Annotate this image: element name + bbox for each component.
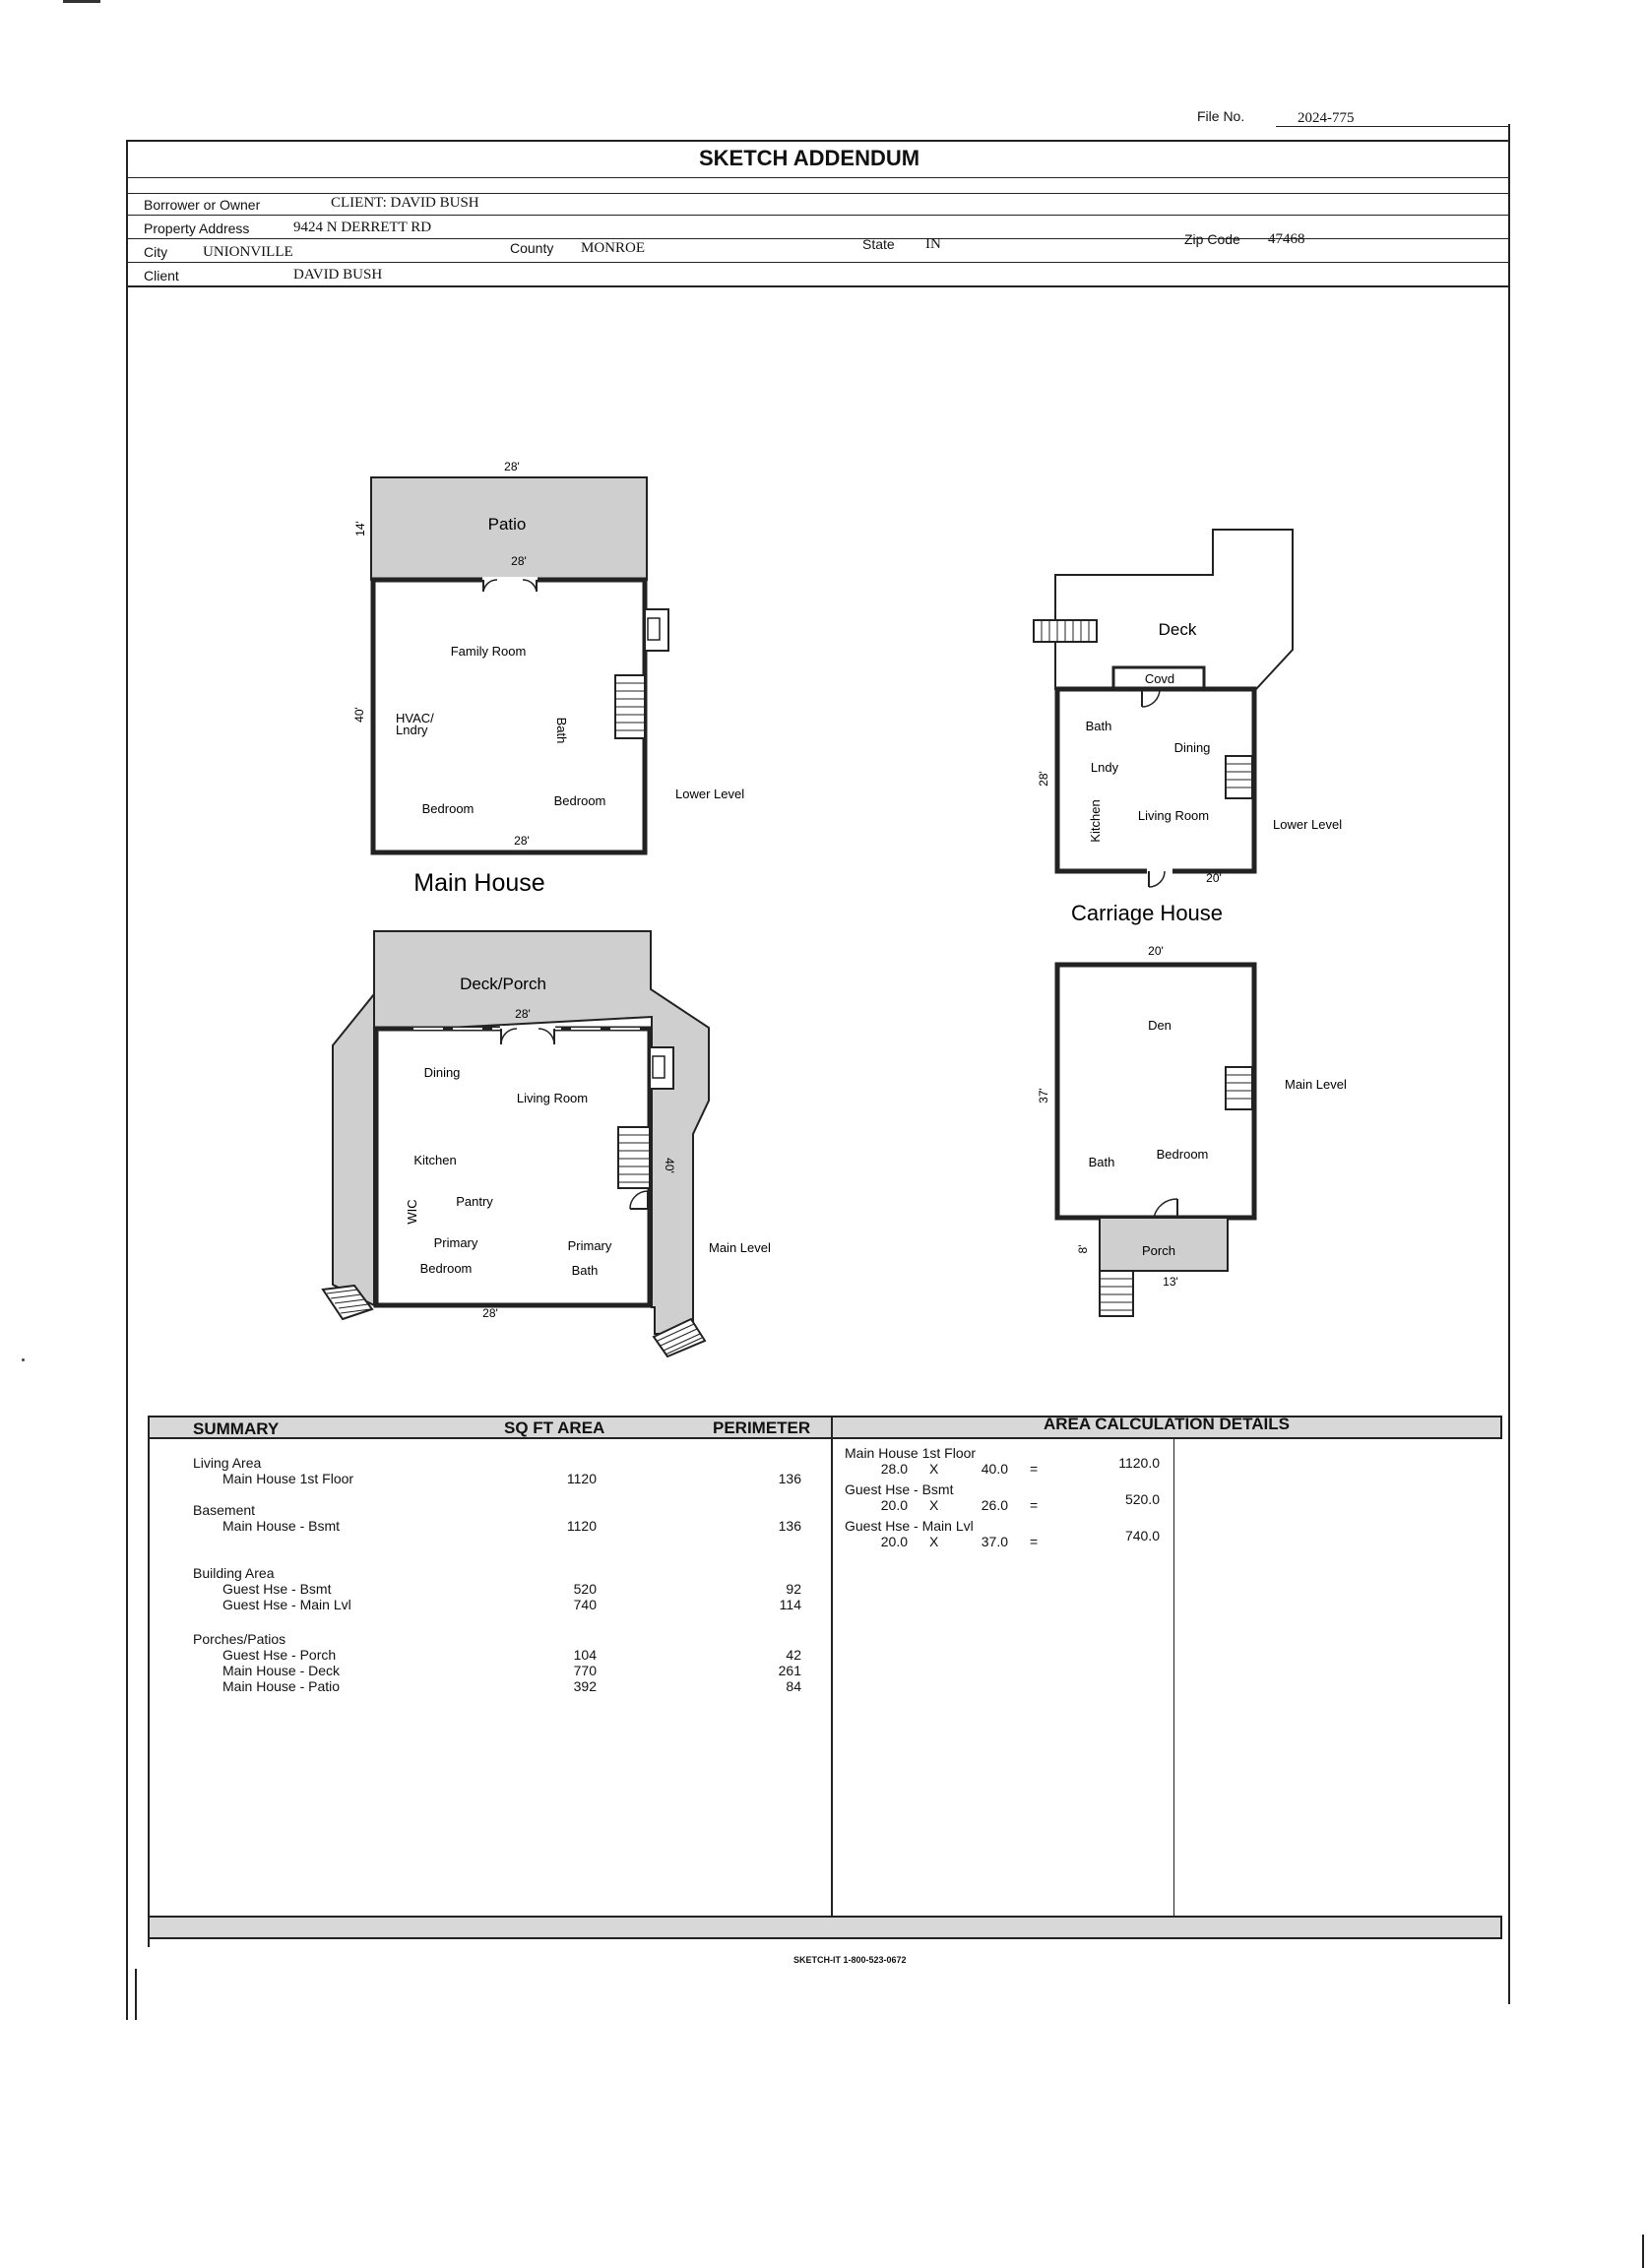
- summary-row-label: Main House 1st Floor: [222, 1471, 354, 1486]
- summary-row-area: 740: [573, 1597, 597, 1612]
- summary-row-area: 770: [573, 1663, 597, 1678]
- detail-name: Guest Hse - Main Lvl: [845, 1518, 974, 1534]
- fireplace-inner: [648, 618, 660, 640]
- sq-ft-area-header: SQ FT AREA: [504, 1418, 605, 1437]
- summary-row-perimeter: 136: [778, 1518, 801, 1534]
- sketch-title: SKETCH ADDENDUM: [699, 146, 920, 170]
- primary-bedroom-label-2: Bedroom: [419, 1261, 473, 1276]
- detail-factor-a: 20.0: [880, 1534, 908, 1549]
- main-lower-level-label: Lower Level: [675, 787, 745, 801]
- file-no-value: 2024-775: [1298, 110, 1355, 126]
- main-level-label: Main Level: [709, 1240, 771, 1255]
- covd-label: Covd: [1144, 671, 1175, 686]
- main-lower-dim-door: 28': [511, 554, 527, 568]
- zip-label: Zip Code: [1184, 231, 1240, 247]
- summary-rows: [148, 1416, 831, 1922]
- carriage-dining-label: Dining: [1173, 740, 1211, 755]
- wic-label: WIC: [405, 1199, 419, 1225]
- carriage-kitchen-label: Kitchen: [1088, 799, 1103, 843]
- scan-edge-mark: [1642, 2235, 1644, 2268]
- family-room-label: Family Room: [450, 644, 527, 659]
- city-label: City: [144, 244, 168, 260]
- carriage-house-main-level-plan: [1037, 944, 1347, 1316]
- summary-row-perimeter: 84: [786, 1678, 801, 1694]
- carriage-deck-outline: [1055, 530, 1293, 689]
- main-level-dim-bottom: 28': [482, 1306, 498, 1320]
- carriage-house-lower-level-plan: [1034, 530, 1342, 925]
- summary-row-area: 104: [573, 1647, 597, 1663]
- detail-result: 1120.0: [1118, 1455, 1160, 1471]
- den-label: Den: [1148, 1018, 1172, 1033]
- carriage-living-label: Living Room: [1137, 808, 1210, 823]
- state-value: IN: [925, 236, 941, 252]
- summary-row-area: 520: [573, 1581, 597, 1597]
- summary-group-name: Basement: [193, 1502, 256, 1518]
- bedroom-right-label: Bedroom: [553, 793, 606, 808]
- deck-stairs-icon: [1034, 620, 1097, 642]
- main-house-main-level-plan: [323, 931, 771, 1356]
- bottom-door-icon: [1147, 868, 1172, 887]
- primary-bath-label-2: Bath: [571, 1263, 599, 1278]
- bath-label-main: Bath: [554, 717, 569, 744]
- primary-bath-label-1: Primary: [567, 1238, 612, 1253]
- summary-row-perimeter: 136: [778, 1471, 801, 1486]
- frame-left-lower: [135, 1969, 137, 2020]
- carriage-dim-side: 28': [1037, 771, 1050, 787]
- summary-row-label: Guest Hse - Porch: [222, 1647, 337, 1663]
- patio-label: Patio: [487, 515, 527, 534]
- porch-steps-icon: [1100, 1271, 1133, 1316]
- hvac-label: HVAC/: [396, 711, 434, 725]
- carriage-bath-label: Bath: [1085, 719, 1112, 733]
- address-label: Property Address: [144, 220, 250, 236]
- stairs-icon: [615, 675, 645, 738]
- carriage-main-dim-side: 37': [1037, 1088, 1050, 1103]
- file-no-label: File No.: [1197, 108, 1245, 124]
- summary-row-perimeter: 92: [786, 1581, 801, 1597]
- main-lower-dim-bottom: 28': [514, 834, 530, 848]
- scan-dot: [22, 1358, 25, 1361]
- summary-row-label: Main House - Deck: [222, 1663, 341, 1678]
- detail-times: X: [929, 1534, 939, 1549]
- detail-factor-b: 40.0: [981, 1461, 1008, 1477]
- client-value: DAVID BUSH: [293, 267, 383, 283]
- pantry-label: Pantry: [456, 1194, 493, 1209]
- state-label: State: [862, 236, 895, 252]
- kitchen-label: Kitchen: [413, 1153, 457, 1167]
- summary-footer-bar: [148, 1916, 1502, 1939]
- summary-group-name: Living Area: [193, 1455, 262, 1471]
- detail-factor-a: 20.0: [880, 1497, 908, 1513]
- detail-equals: =: [1030, 1497, 1039, 1513]
- carriage-main-bath-label: Bath: [1088, 1155, 1115, 1169]
- summary-table: [148, 1416, 1500, 1949]
- detail-times: X: [929, 1461, 939, 1477]
- main-house-lower-level-plan: [352, 460, 744, 897]
- summary-row-perimeter: 42: [786, 1647, 801, 1663]
- living-room-label: Living Room: [516, 1091, 589, 1105]
- carriage-stairs-icon: [1226, 756, 1252, 798]
- deck-left-wing: [333, 994, 374, 1305]
- zip-value: 47468: [1268, 231, 1305, 247]
- detail-equals: =: [1030, 1461, 1039, 1477]
- borrower-label: Borrower or Owner: [144, 197, 261, 213]
- carriage-house-caption: Carriage House: [1070, 901, 1224, 925]
- lndy-label: Lndy: [1090, 760, 1119, 775]
- summary-group-name: Building Area: [193, 1565, 275, 1581]
- carriage-main-level-label: Main Level: [1285, 1077, 1347, 1092]
- borrower-value: CLIENT: DAVID BUSH: [331, 195, 479, 211]
- summary-row-area: 1120: [566, 1471, 597, 1486]
- county-label: County: [510, 240, 554, 256]
- detail-name: Main House 1st Floor: [845, 1445, 977, 1461]
- carriage-porch-dim-bottom: 13': [1163, 1275, 1178, 1289]
- fireplace-inner-2: [653, 1056, 665, 1078]
- primary-bedroom-label-1: Primary: [433, 1235, 478, 1250]
- main-lower-dim-top: 28': [504, 460, 520, 473]
- lndry-label: Lndry: [396, 723, 428, 737]
- deck-porch-label: Deck/Porch: [460, 975, 546, 993]
- detail-factor-a: 28.0: [880, 1461, 908, 1477]
- perimeter-header: PERIMETER: [713, 1418, 811, 1437]
- summary-row-label: Main House - Patio: [222, 1678, 341, 1694]
- county-value: MONROE: [581, 240, 646, 256]
- detail-equals: =: [1030, 1534, 1039, 1549]
- summary-row-area: 392: [573, 1678, 597, 1694]
- summary-row-area: 1120: [566, 1518, 597, 1534]
- detail-times: X: [929, 1497, 939, 1513]
- dining-label: Dining: [423, 1065, 461, 1080]
- summary-row-perimeter: 114: [779, 1597, 801, 1612]
- stairs-icon-2: [618, 1127, 650, 1188]
- detail-name: Guest Hse - Bsmt: [845, 1481, 954, 1497]
- client-label: Client: [144, 268, 179, 284]
- details-divider: [1173, 1437, 1174, 1922]
- carriage-bedroom-label: Bedroom: [1156, 1147, 1209, 1162]
- main-house-caption: Main House: [413, 869, 545, 897]
- carriage-porch-dim-side: 8': [1076, 1244, 1090, 1254]
- summary-row-label: Guest Hse - Bsmt: [222, 1581, 332, 1597]
- carriage-main-stairs-icon: [1226, 1067, 1252, 1109]
- carriage-main-dim-top: 20': [1148, 944, 1164, 958]
- main-lower-dim-side: 40': [352, 707, 366, 723]
- summary-title: SUMMARY: [193, 1419, 280, 1438]
- summary-row-perimeter: 261: [778, 1663, 801, 1678]
- detail-factor-b: 37.0: [981, 1534, 1008, 1549]
- sketch-credit: SKETCH-IT 1-800-523-0672: [793, 1955, 907, 1965]
- summary-row-label: Guest Hse - Main Lvl: [222, 1597, 351, 1612]
- detail-result: 520.0: [1124, 1491, 1160, 1507]
- detail-result: 740.0: [1124, 1528, 1160, 1544]
- city-value: UNIONVILLE: [203, 244, 293, 260]
- summary-row-label: Main House - Bsmt: [222, 1518, 341, 1534]
- main-lower-dim-patio: 14': [353, 521, 367, 536]
- bedroom-left-label: Bedroom: [421, 801, 475, 816]
- details-rows: [831, 1416, 1173, 1922]
- carriage-dim-bottom: 20': [1206, 871, 1222, 885]
- main-level-dim-door: 28': [515, 1007, 531, 1021]
- area-details-header: AREA CALCULATION DETAILS: [1044, 1415, 1290, 1433]
- main-level-dim-side: 40': [663, 1158, 676, 1173]
- summary-group-name: Porches/Patios: [193, 1631, 286, 1647]
- carriage-deck-label: Deck: [1158, 620, 1197, 639]
- carriage-lower-level-label: Lower Level: [1273, 817, 1343, 832]
- detail-factor-b: 26.0: [981, 1497, 1008, 1513]
- carriage-porch-label: Porch: [1142, 1243, 1175, 1258]
- address-value: 9424 N DERRETT RD: [293, 220, 432, 235]
